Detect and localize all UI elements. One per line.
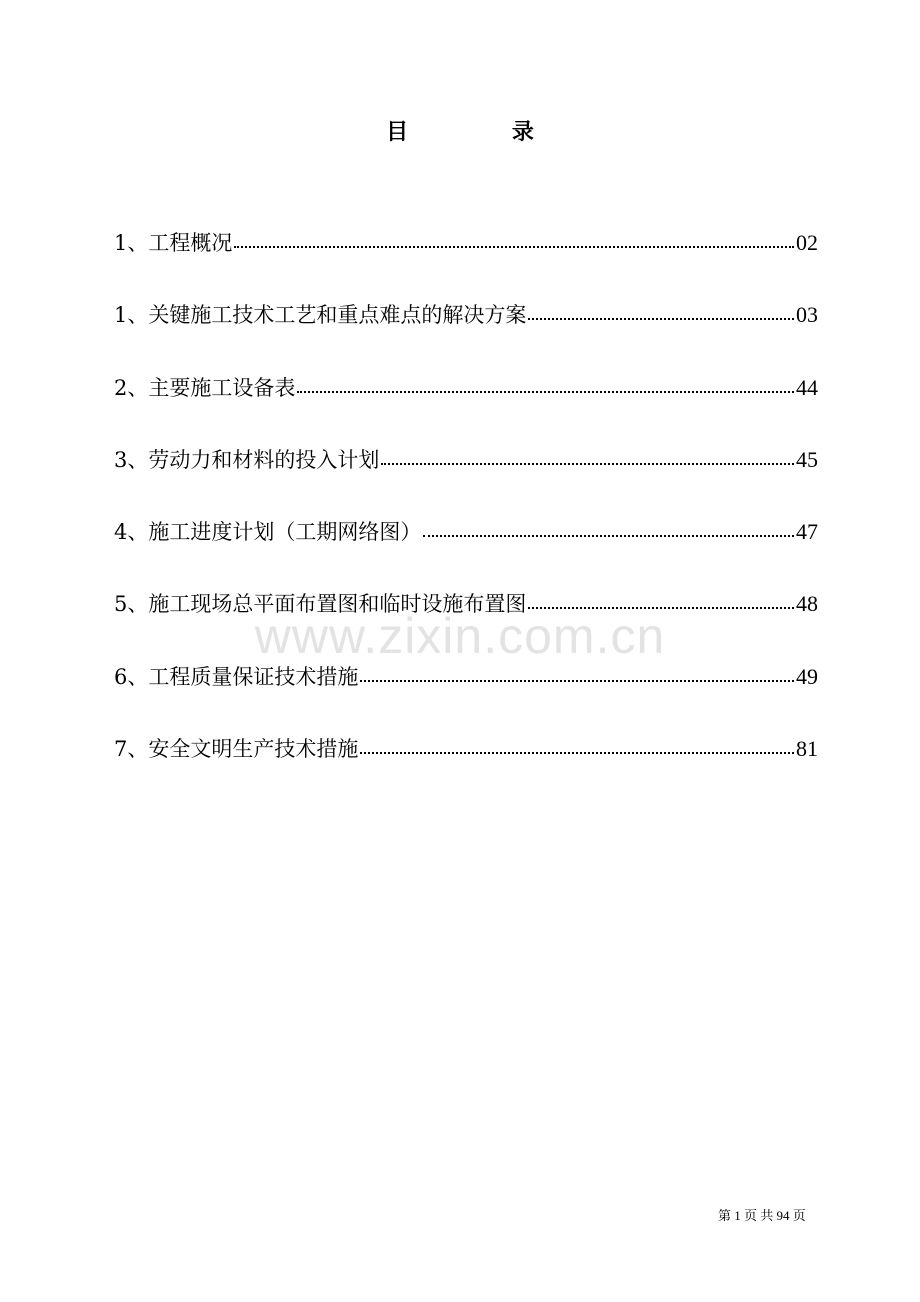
toc-entry-page: 03 bbox=[796, 302, 818, 328]
toc-entry-page: 44 bbox=[796, 374, 818, 400]
toc-leader-dots bbox=[528, 318, 794, 320]
toc-leader-dots bbox=[297, 391, 794, 393]
toc-entry[interactable] bbox=[114, 443, 818, 515]
toc-leader-dots bbox=[360, 752, 794, 754]
watermark: www.zixin.com.cn bbox=[254, 608, 666, 664]
toc-leader-dots bbox=[423, 535, 794, 537]
toc-entry-page: 47 bbox=[796, 519, 818, 545]
toc-entry-text: 2、主要施工设备表 bbox=[114, 375, 296, 400]
toc-entry[interactable] bbox=[114, 732, 818, 804]
toc-entry[interactable] bbox=[114, 660, 818, 732]
toc-entry-text: 1、工程概况 bbox=[114, 231, 233, 255]
toc-entry-text: 3、劳动力和材料的投入计划 bbox=[114, 447, 380, 472]
toc-entry-text: 7、安全文明生产技术措施 bbox=[114, 737, 359, 762]
toc-entry-page: 81 bbox=[796, 736, 818, 762]
table-of-contents bbox=[114, 226, 818, 804]
toc-entry[interactable] bbox=[114, 298, 818, 370]
toc-entry[interactable] bbox=[114, 515, 818, 587]
toc-entry-text: 5、施工现场总平面布置图和临时设施布置图 bbox=[114, 592, 527, 617]
toc-entry[interactable] bbox=[114, 226, 818, 298]
toc-leader-dots bbox=[360, 680, 794, 682]
toc-entry-page: 49 bbox=[796, 663, 818, 689]
toc-entry-text: 1、关键施工技术工艺和重点难点的解决方案 bbox=[114, 303, 527, 328]
toc-leader-dots bbox=[234, 246, 794, 248]
toc-entry-page: 02 bbox=[796, 230, 818, 255]
page-footer: 第 1 页 共 94 页 bbox=[718, 1208, 806, 1223]
toc-entry[interactable] bbox=[114, 371, 818, 443]
toc-entry-text: 4、施工进度计划（工期网络图） bbox=[114, 520, 422, 545]
toc-leader-dots bbox=[381, 463, 794, 465]
toc-entry-text: 6、工程质量保证技术措施 bbox=[114, 664, 359, 689]
toc-entry-page: 45 bbox=[796, 446, 818, 472]
page-title: 目 录 bbox=[386, 120, 582, 145]
toc-entry-page: 48 bbox=[796, 591, 818, 617]
